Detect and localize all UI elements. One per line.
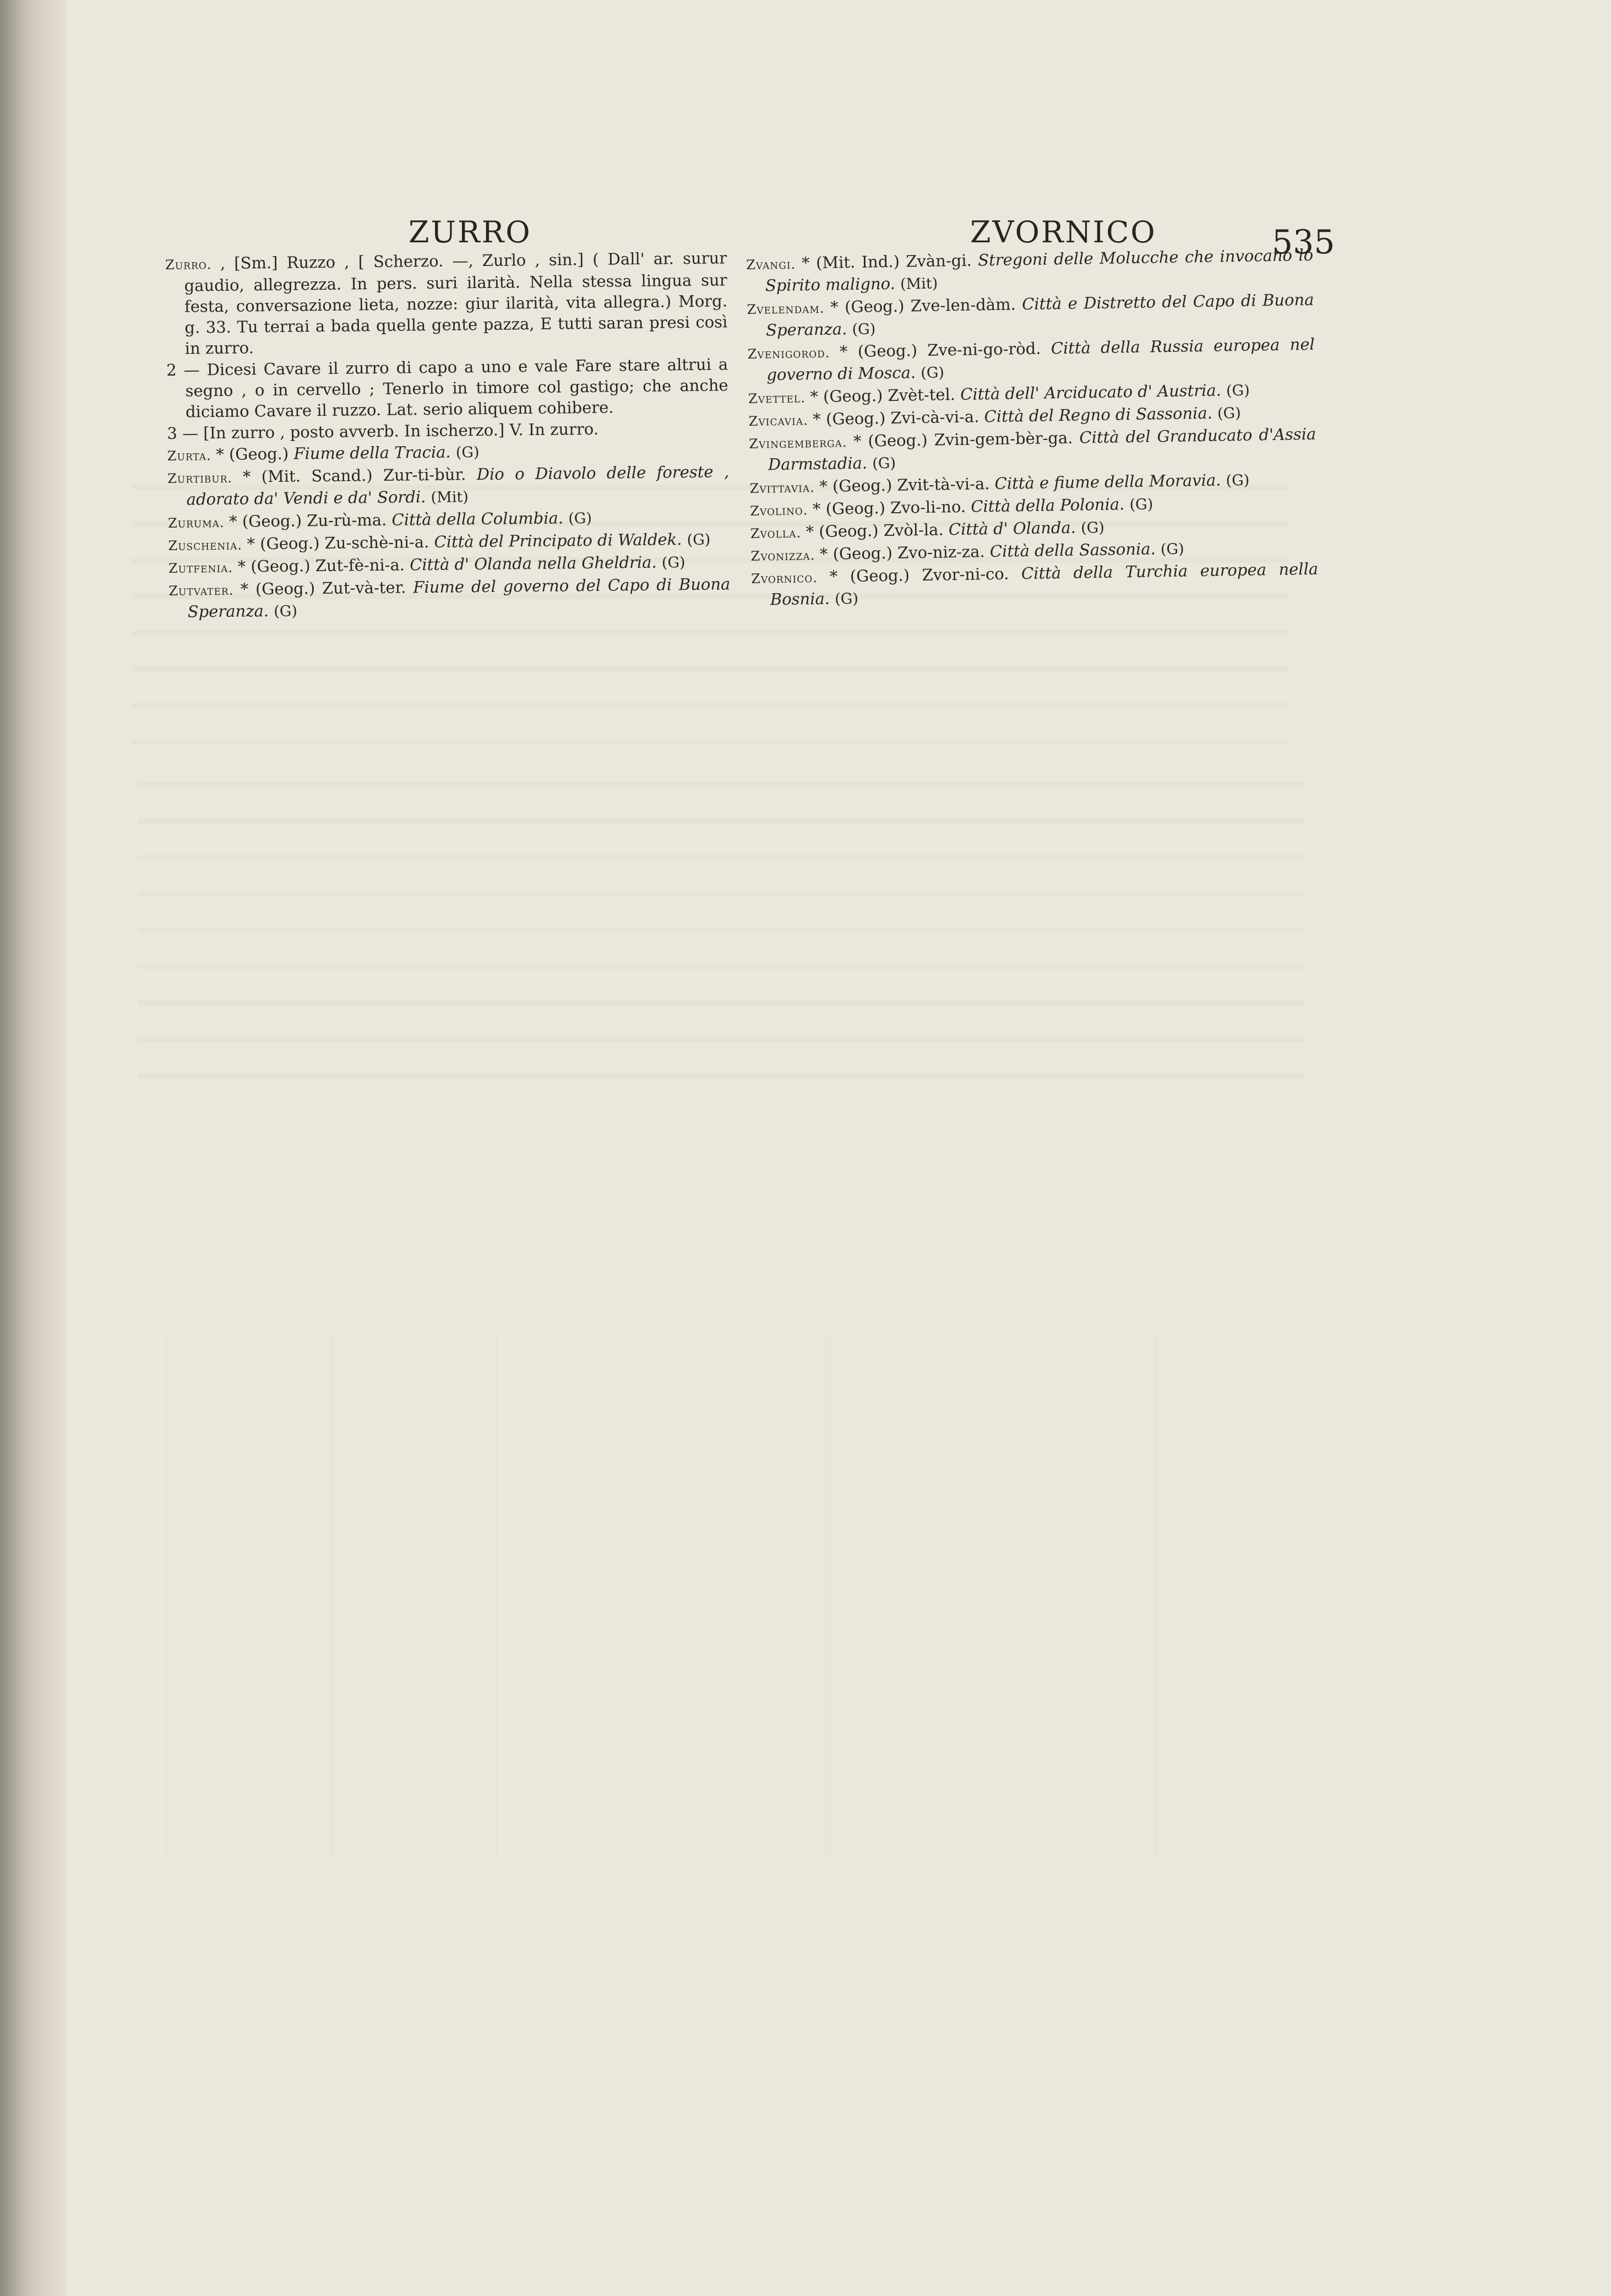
headword: Zvolino . — [750, 502, 813, 519]
entry-source: (G) — [1080, 519, 1105, 537]
entry-source: (G) — [455, 444, 480, 462]
entry-label: * (Geog.) — [229, 511, 302, 531]
entry-label: * (Geog.) — [805, 521, 879, 541]
entry-source: (G) — [1226, 471, 1250, 490]
entry-source: (G) — [872, 454, 896, 473]
entry-definition: Città della Turchia europea nella Bosnia. — [770, 559, 1319, 609]
page-number: 535 — [1272, 223, 1335, 262]
dictionary-entry — [751, 558, 1319, 611]
entry-definition: Fiume del governo del Capo di Buona Speranza. — [187, 574, 731, 621]
headword: Zvelendam . — [747, 301, 830, 317]
headword: Zutfenia . — [168, 560, 238, 576]
entry-syllables: Zve-len-dàm. — [910, 295, 1016, 316]
entry-syllables: Zvèt-tel. — [888, 385, 956, 405]
headword: Zvettel . — [748, 390, 810, 406]
headword: Zvonizza . — [750, 547, 820, 564]
entry-label: * (Geog.) — [819, 543, 893, 563]
headword: Zvittavia . — [749, 480, 819, 496]
headword: Zurro . — [165, 257, 220, 273]
entry-definition: Città del Principato di Waldek. — [434, 530, 682, 551]
entry-syllables: Zu-schè-ni-a. — [324, 533, 429, 552]
entry-syllables: Zvo-li-no. — [890, 497, 966, 517]
entry-definition: Città della Sassonia. — [989, 539, 1156, 561]
entry-body: 3 — [In zurro , posto avverb. In ischerzo.] V. In zurro. — [167, 419, 599, 443]
entry-label: * (Geog.) — [810, 386, 883, 406]
entry-definition: Città d' Olanda. — [948, 518, 1076, 539]
entry-body: , [Sm.] Ruzzo , [ Scherzo. —, Zurlo , sin.] ( Dall' ar. surur gaudio, allegrezza. In pers. suri ilarità. Nella stessa lingua sur festa, conversazione lieta, nozze: giur ilarità, vita allegra.) Morg. g. 33. Tu terrai a bada quella gente pazza, E tutti saran presi così in zurro. — [184, 248, 728, 358]
entry-definition: Stregoni delle Molucche che invocano lo Spirito maligno. — [765, 245, 1314, 295]
entry-definition: Città dell' Arciducato d' Austria. — [960, 381, 1222, 404]
book-spine-gutter — [0, 0, 66, 2296]
entry-syllables: Zvàn-gi. — [906, 251, 972, 271]
entry-source: (G) — [568, 509, 592, 528]
running-head-left: ZURRO — [409, 215, 532, 249]
entry-label: * (Geog.) — [247, 534, 320, 553]
entry-definition: Città d' Olanda nella Gheldria. — [410, 552, 657, 574]
entry-source: (G) — [274, 603, 298, 620]
left-column — [165, 247, 731, 624]
headword: Zuschenia . — [168, 537, 247, 553]
entry-body: 2 — Dicesi Cavare il zurro di capo a uno e vale Fare stare altrui a segno , o in cervello ; Tenerlo in timore col gastigo; che anche diciamo Cavare il ruzzo. Lat. serio aliquem cohibere. — [166, 355, 728, 421]
entry-source: (G) — [687, 531, 711, 549]
dictionary-entry — [746, 245, 1314, 297]
entry-label: * (Geog.) — [829, 566, 910, 586]
entry-syllables: Zu-rù-ma. — [307, 510, 387, 530]
entry-source: (Mit) — [431, 488, 469, 506]
entry-syllables: Zvi-cà-vi-a. — [890, 407, 979, 427]
entry-label: * (Geog.) — [813, 409, 886, 429]
dictionary-entry — [748, 334, 1315, 387]
headword: Zvenigorod . — [748, 345, 840, 362]
entry-label: * (Geog.) — [830, 296, 905, 317]
entry-definition: Città del Regno di Sassonia. — [984, 403, 1213, 426]
entry-source: (Mit) — [900, 275, 938, 293]
entry-syllables: Zvin-gem-bèr-ga. — [934, 428, 1073, 449]
entry-source: (G) — [921, 364, 945, 382]
dictionary-entry — [165, 247, 728, 359]
entry-definition: Città del Granducato d'Assia Darmstadia. — [768, 424, 1316, 474]
entry-label: * (Geog.) — [853, 430, 928, 450]
entry-label: * (Geog.) — [812, 498, 886, 519]
entry-label: * (Mit. Scand.) — [242, 466, 373, 486]
headword: Zutvater . — [168, 583, 241, 599]
entry-label: * (Geog.) — [819, 475, 892, 496]
entry-syllables: Zve-ni-go-ròd. — [927, 339, 1041, 360]
headword: Zvicavia . — [749, 412, 813, 429]
entry-syllables: Zvòl-la. — [883, 520, 944, 540]
headword: Zvornico . — [751, 570, 830, 587]
dictionary-entry — [166, 354, 728, 422]
entry-definition: Città e Distretto del Capo di Buona Speranza. — [765, 290, 1314, 340]
entry-syllables: Zvo-niz-za. — [897, 542, 985, 562]
entry-source: (G) — [661, 554, 685, 572]
bleed-through-texture — [138, 782, 1305, 1090]
entry-source: (G) — [834, 590, 859, 608]
right-column — [746, 245, 1319, 612]
headword: Zvingemberga . — [749, 435, 853, 452]
headword: Zvangi . — [746, 256, 802, 273]
entry-source: (G) — [1217, 404, 1241, 422]
entry-label: * (Geog.) — [237, 556, 311, 576]
running-head-right: ZVORNICO — [970, 215, 1157, 249]
dictionary-entry — [747, 289, 1314, 342]
entry-definition: Fiume della Tracia. — [293, 442, 451, 463]
entry-syllables: Zvit-tà-vi-a. — [897, 474, 990, 495]
entry-definition: Città e fiume della Moravia. — [994, 470, 1221, 493]
entry-definition: Città della Russia europea nel governo di Mosca. — [766, 334, 1315, 384]
entry-label: * (Geog.) — [839, 341, 918, 361]
entry-label: * (Mit. Ind.) — [801, 252, 900, 273]
headword: Zurtibur . — [167, 470, 243, 486]
entry-label: * (Geog.) — [240, 579, 315, 599]
entry-syllables: Zut-fè-ni-a. — [315, 555, 405, 576]
entry-syllables: Zvor-ni-co. — [922, 564, 1009, 585]
bleed-through-table-texture — [165, 1333, 1294, 1856]
entry-definition: Città della Polonia. — [971, 495, 1125, 516]
entry-syllables: Zut-và-ter. — [322, 578, 406, 598]
headword: Zuruma . — [168, 515, 229, 531]
entry-source: (G) — [1160, 540, 1184, 558]
entry-definition: Città della Columbia. — [391, 508, 564, 529]
dictionary-entry — [749, 424, 1316, 476]
entry-syllables: Zur-ti-bùr. — [383, 465, 466, 485]
headword: Zurta . — [167, 448, 216, 464]
dictionary-entry — [168, 573, 731, 623]
entry-source: (G) — [1129, 496, 1153, 514]
dictionary-entry — [167, 461, 730, 511]
entry-source: (G) — [1226, 382, 1250, 400]
entry-definition: Dio o Diavolo delle foreste , adorato da' Vendi e da' Sordi. — [186, 462, 730, 509]
entry-source: (G) — [852, 321, 876, 338]
entry-label: * (Geog.) — [216, 444, 289, 464]
headword: Zvolla . — [750, 525, 806, 541]
